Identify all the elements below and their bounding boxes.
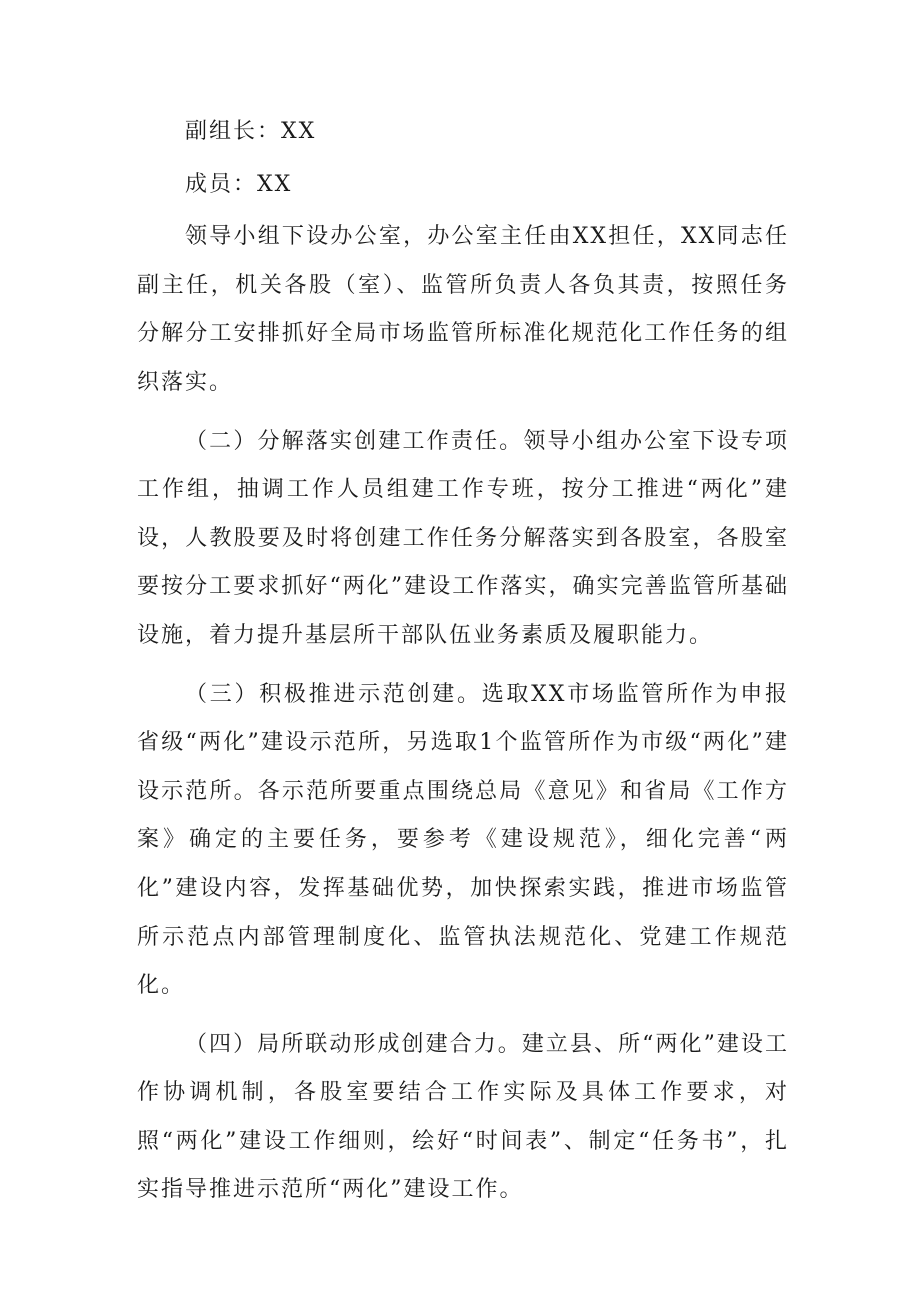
deputy-leader-line: 副组长：XX — [185, 119, 317, 144]
responsibility-paragraph: （二）分解落实创建工作责任。领导小组办公室下设专项工作组，抽调工作人员组建工作专班，按分工推进“两化”建设，人教股要及时将创建工作任务分解落实到各股室，各股室要按分工要求抓好“两化”建设工作落实，确实完善监管所基础设施，着力提升基层所干部队伍业务素质及履职能力。 — [137, 428, 789, 648]
demonstration-paragraph: （三）积极推进示范创建。选取XX市场监管所作为申报省级“两化”建设示范所，另选取1个监管所作为市级“两化”建设示范所。各示范所要重点围绕总局《意见》和省局《工作方案》确定的主要任务，要参考《建设规范》，细化完善“两化”建设内容，发挥基础优势，加快探索实践，推进市场监管所示范点内部管理制度化、监管执法规范化、党建工作规范化。 — [137, 681, 789, 999]
document-body — [137, 108, 789, 1225]
linkage-paragraph: （四）局所联动形成创建合力。建立县、所“两化”建设工作协调机制，各股室要结合工作实际及具体工作要求，对照“两化”建设工作细则，绘好“时间表”、制定“任务书”，扎实指导推进示范所“两化”建设工作。 — [137, 1031, 789, 1203]
members-line: 成员：XX — [185, 171, 293, 197]
office-paragraph: 领导小组下设办公室，办公室主任由XX担任，XX同志任副主任，机关各股（室）、监管所负责人各负其责，按照任务分解分工安排抓好全局市场监管所标准化规范化工作任务的组织落实。 — [137, 224, 789, 395]
